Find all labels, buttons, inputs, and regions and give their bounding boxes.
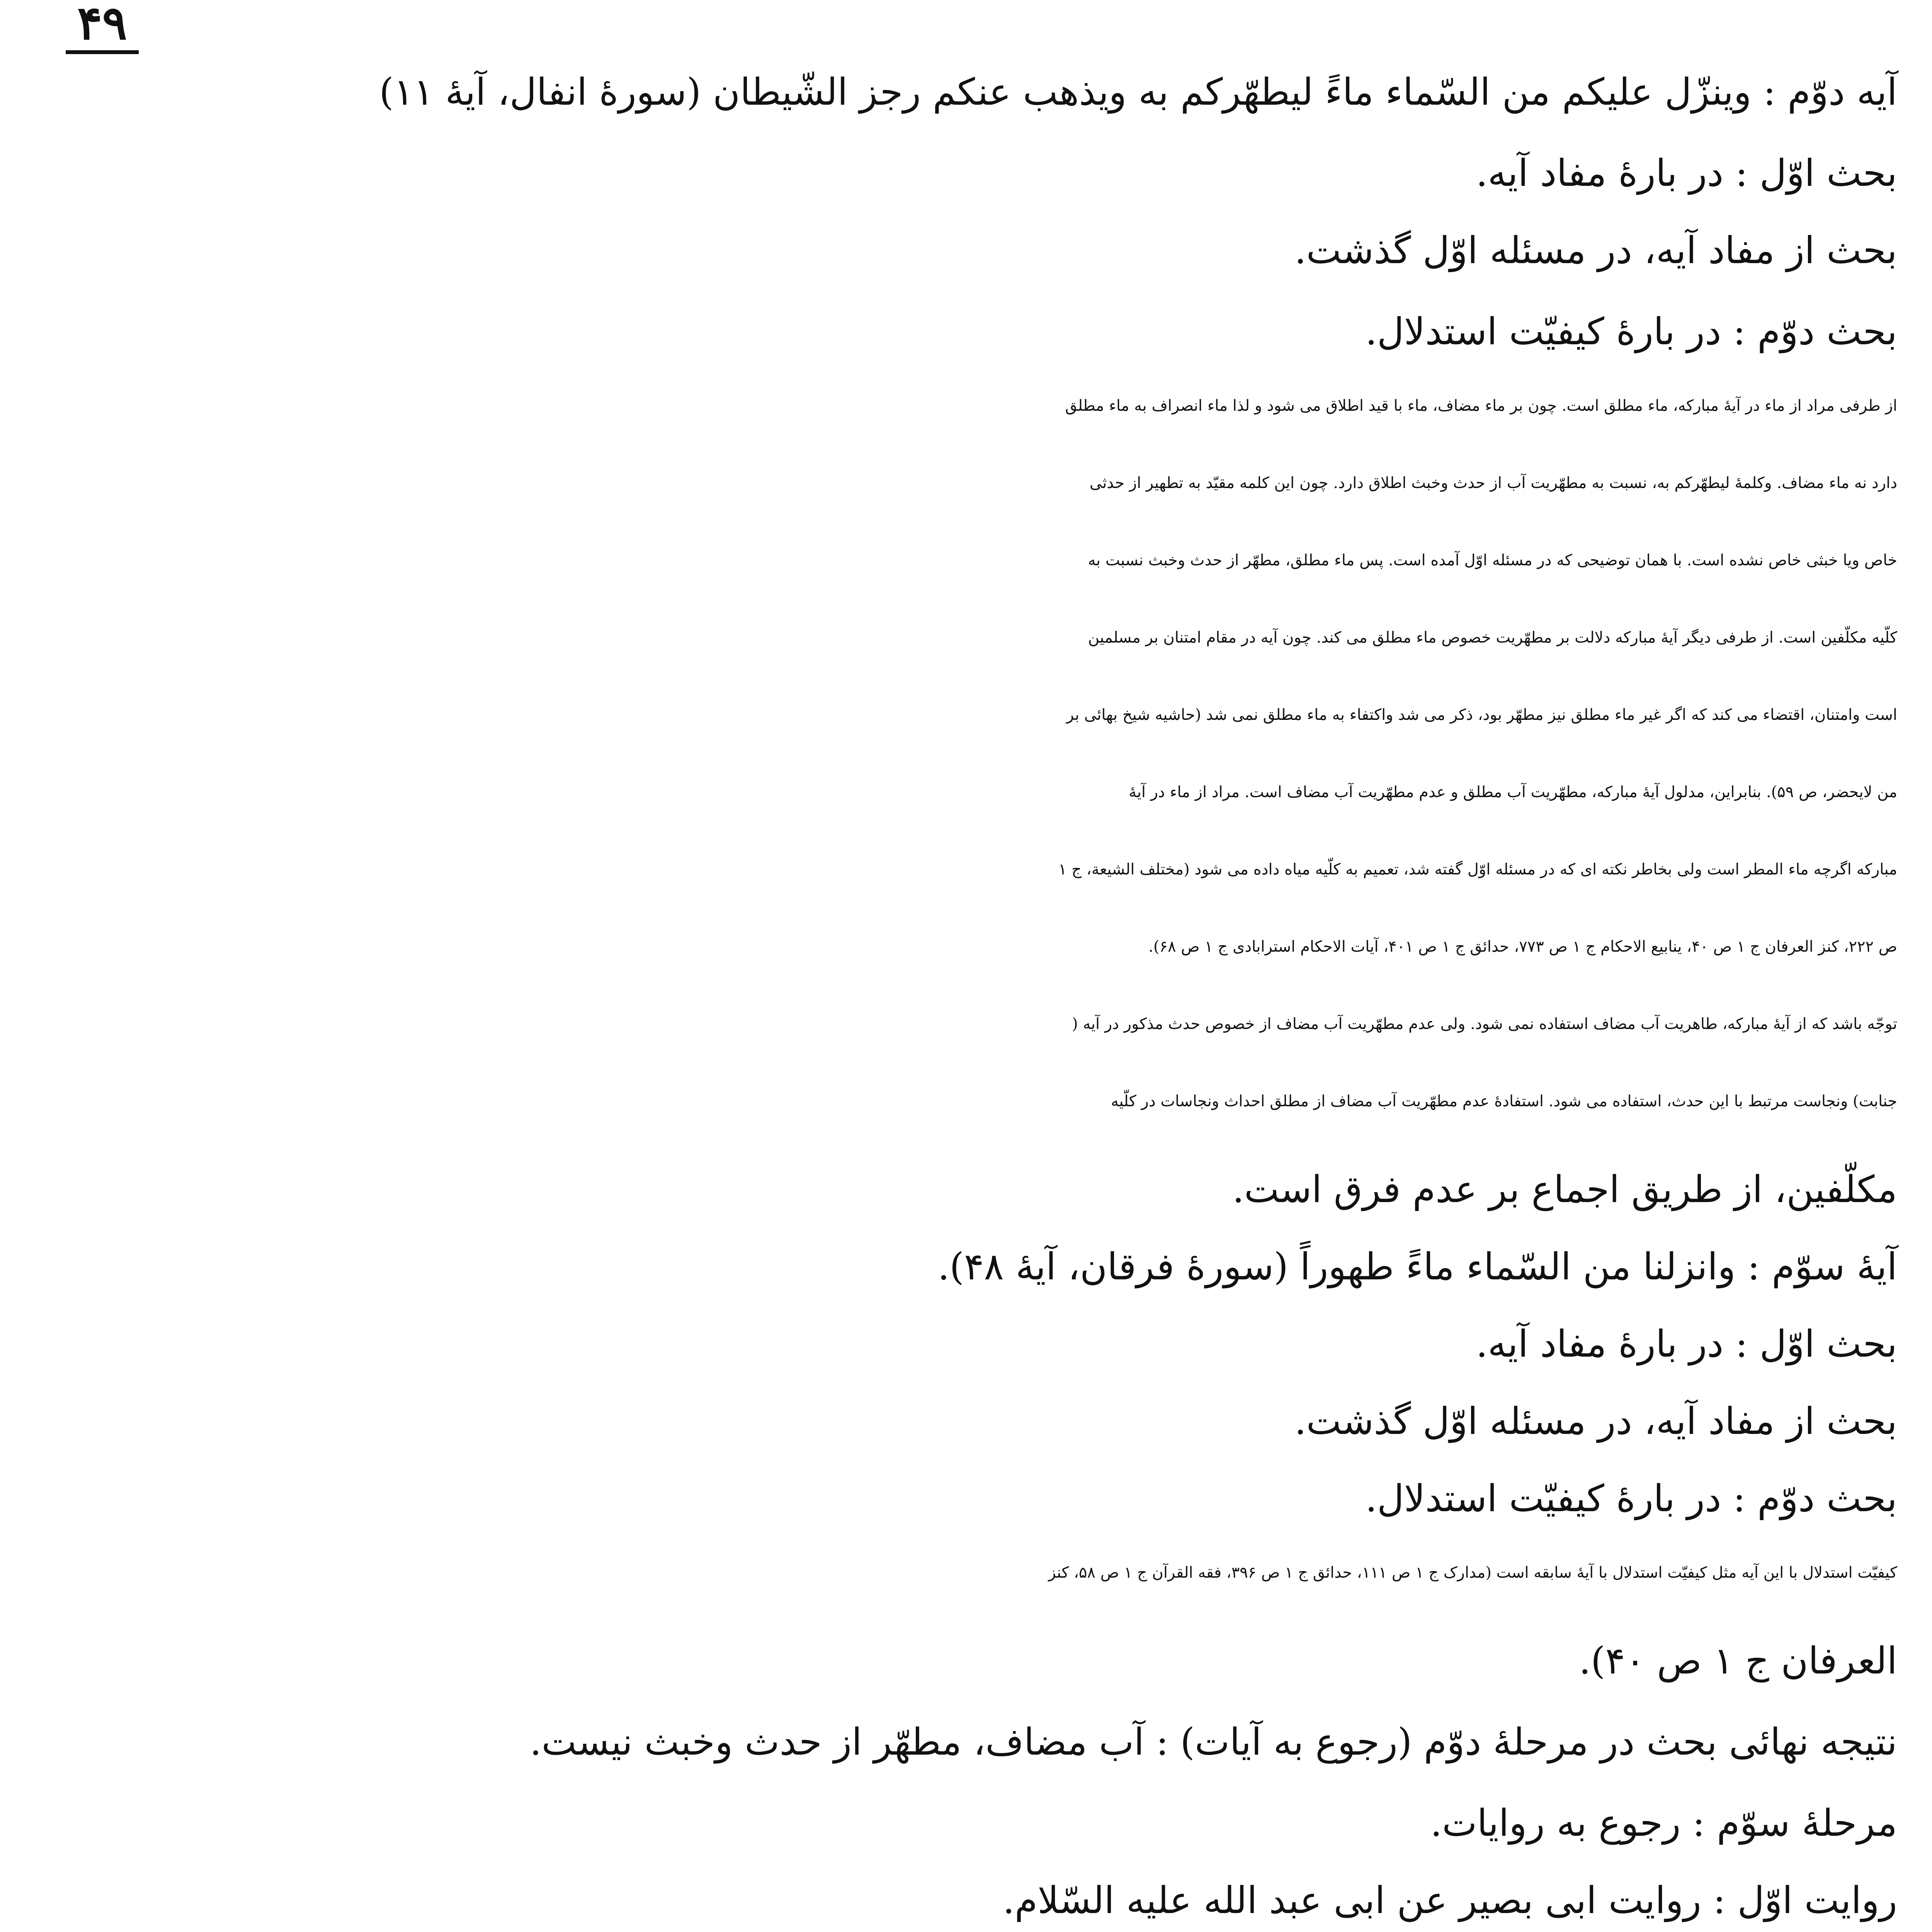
- text-line-section-2-heading: بحث دوّم : در بارهٔ کیفیّت استدلال.: [1365, 310, 1897, 353]
- text-line-verse-2: آیه دوّم : وینزّل علیکم من السّماء ماءً لیطهّرکم به ویذهب عنکم رجز الشّیطان (سورهٔ انفال، آیهٔ ۱۱): [379, 70, 1897, 114]
- text-line: ص ۲۲۲، کنز العرفان ج ۱ ص ۴۰، ینابیع الاحکام ج ۱ ص ۷۷۳، حدائق ج ۱ ص ۴۰۱، آیات الاحکام استرابادی ج ۱ ص ۶۸).: [1148, 938, 1897, 956]
- text-line: بحث از مفاد آیه، در مسئله اوّل گذشت.: [1294, 229, 1897, 272]
- text-line: دارد نه ماء مضاف. وکلمهٔ لیطهّرکم به، نسبت به مطهّریت آب از حدث وخبث اطلاق دارد. چون این کلمه مقیّد به تطهیر از حدثی: [1089, 474, 1897, 492]
- text-line: خاص ویا خبثی خاص نشده است. با همان توضیحی که در مسئله اوّل آمده است. پس ماء مطلق، مطهّر از حدث وخبث نسبت به: [1088, 551, 1897, 569]
- text-line: العرفان ج ۱ ص ۴۰).: [1579, 1639, 1897, 1682]
- text-line: توجّه باشد که از آیهٔ مبارکه، طاهریت آب مضاف استفاده نمی شود. ولی عدم مطهّریت آب مضاف از خصوص حدث مذکور در آیه (: [1072, 1015, 1897, 1033]
- text-line: از طرفی مراد از ماء در آیهٔ مبارکه، ماء مطلق است. چون بر ماء مضاف، ماء با قید اطلاق می شود و لذا ماء انصراف به ماء مطلق: [1065, 397, 1897, 415]
- text-line: مبارکه اگرچه ماء المطر است ولی بخاطر نکته ای که در مسئله اوّل گفته شد، تعمیم به کلّیه میاه داده می شود (مختلف الشیعة، ج ۱: [1058, 861, 1897, 878]
- text-line: بحث از مفاد آیه، در مسئله اوّل گذشت.: [1294, 1400, 1897, 1443]
- text-line-conclusion: نتیجه نهائی بحث در مرحلهٔ دوّم (رجوع به آیات) : آب مضاف، مطهّر از حدث وخبث نیست.: [530, 1720, 1897, 1764]
- text-line: جنابت) ونجاست مرتبط با این حدث، استفاده می شود. استفادهٔ عدم مطهّریت آب مضاف از مطلق احداث ونجاسات در کلّیه: [1111, 1092, 1897, 1110]
- text-line-section-2-heading: بحث دوّم : در بارهٔ کیفیّت استدلال.: [1365, 1477, 1897, 1520]
- text-line: مکلّفین، از طریق اجماع بر عدم فرق است.: [1232, 1168, 1897, 1211]
- page-number: ۴۹: [66, 0, 139, 54]
- document-body: [58, 70, 1897, 1932]
- text-line-narration-1: روایت اوّل : روایت ابی بصیر عن ابی عبد الله علیه السّلام.: [1003, 1879, 1897, 1922]
- text-line-stage-3-heading: مرحلهٔ سوّم : رجوع به روایات.: [1430, 1801, 1897, 1845]
- text-line-section-1-heading: بحث اوّل : در بارهٔ مفاد آیه.: [1476, 1322, 1897, 1366]
- text-line: من لایحضر، ص ۵۹). بنابراین، مدلول آیهٔ مبارکه، مطهّریت آب مطلق و عدم مطهّریت آب مضاف است. مراد از ماء در آیهٔ: [1129, 783, 1897, 801]
- text-line-section-1-heading: بحث اوّل : در بارهٔ مفاد آیه.: [1476, 151, 1897, 195]
- text-line: است وامتنان، اقتضاء می کند که اگر غیر ماء مطلق نیز مطهّر بود، ذکر می شد واکتفاء به ماء مطلق نمی شد (حاشیه شیخ بهائی بر: [1066, 706, 1897, 724]
- text-line: کلّیه مکلّفین است. از طرفی دیگر آیهٔ مبارکه دلالت بر مطهّریت خصوص ماء مطلق می کند. چون آیه در مقام امتنان بر مسلمین: [1088, 629, 1897, 646]
- text-line: کیفیّت استدلال با این آیه مثل کیفیّت استدلال با آیهٔ سابقه است (مدارک ج ۱ ص ۱۱۱، حدائق ج ۱ ص ۳۹۶، فقه القرآن ج ۱ ص ۵۸، کنز: [1048, 1564, 1897, 1582]
- text-line-verse-3: آیهٔ سوّم : وانزلنا من السّماء ماءً طهوراً (سورهٔ فرقان، آیهٔ ۴۸).: [937, 1245, 1897, 1288]
